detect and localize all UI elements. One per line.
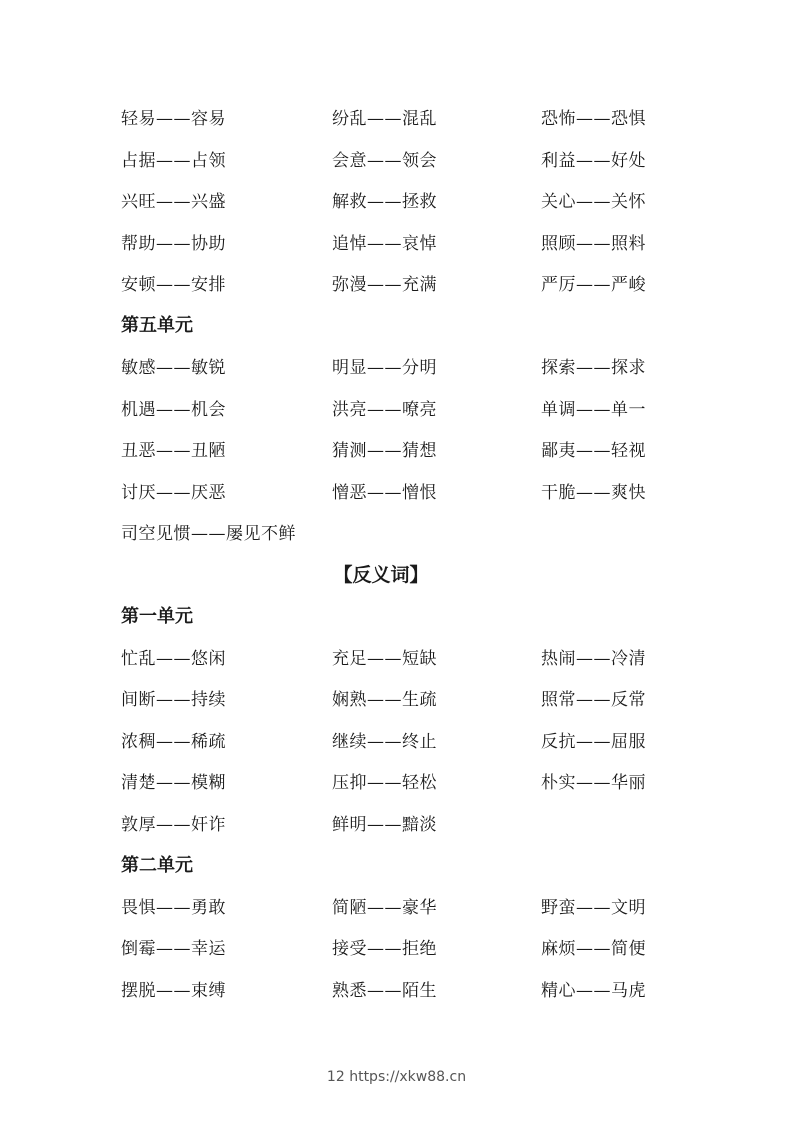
word-pair: 摆脱——束缚 [121, 980, 226, 1001]
word-pair: 弥漫——充满 [332, 275, 437, 296]
word-pair: 继续——终止 [332, 731, 437, 752]
word-pair: 鄙夷——轻视 [541, 441, 646, 462]
word-pair: 单调——单一 [541, 399, 646, 420]
word-pair: 畏惧——勇敢 [121, 897, 226, 918]
page-number: 12 [326, 1069, 345, 1085]
word-row [121, 262, 701, 304]
word-pair: 明显——分明 [332, 358, 437, 379]
footer-url[interactable]: https://xkw88.cn [349, 1069, 467, 1085]
word-row [121, 719, 701, 761]
unit-heading: 第一单元 [121, 605, 193, 627]
word-pair: 解救——拯救 [332, 192, 437, 213]
word-pair: 干脆——爽快 [541, 482, 646, 503]
word-row [121, 470, 701, 512]
word-pair: 熟悉——陌生 [332, 980, 437, 1001]
word-pair: 轻易——容易 [121, 109, 226, 130]
section-title-antonyms: 【反义词】 [333, 563, 429, 586]
word-pair: 关心——关怀 [541, 192, 646, 213]
word-pair: 讨厌——厌恶 [121, 482, 226, 503]
word-pair: 敏感——敏锐 [121, 358, 226, 379]
word-pair: 敦厚——奸诈 [121, 814, 226, 835]
word-pair: 忙乱——悠闲 [121, 648, 226, 669]
word-pair: 洪亮——嘹亮 [332, 399, 437, 420]
word-pair: 精心——马虎 [541, 980, 646, 1001]
word-pair: 鲜明——黯淡 [332, 814, 437, 835]
word-pair: 充足——短缺 [332, 648, 437, 669]
word-pair: 追悼——哀悼 [332, 233, 437, 254]
page-footer [0, 1069, 793, 1085]
word-pair: 朴实——华丽 [541, 773, 646, 794]
unit-heading: 第五单元 [121, 315, 193, 337]
word-pair: 清楚——模糊 [121, 773, 226, 794]
word-pair: 机遇——机会 [121, 399, 226, 420]
word-pair: 简陋——豪华 [332, 897, 437, 918]
word-pair: 纷乱——混乱 [332, 109, 437, 130]
word-pair: 猜测——猜想 [332, 441, 437, 462]
word-pair: 会意——领会 [332, 150, 437, 171]
word-pair: 利益——好处 [541, 150, 646, 171]
word-pair: 帮助——协助 [121, 233, 226, 254]
word-row [121, 760, 701, 802]
word-row [121, 885, 701, 927]
word-pair: 兴旺——兴盛 [121, 192, 226, 213]
word-pair: 严厉——严峻 [541, 275, 646, 296]
idiom-pair: 司空见惯——屡见不鲜 [121, 524, 296, 545]
word-pair: 憎恶——憎恨 [332, 482, 437, 503]
word-pair: 野蛮——文明 [541, 897, 646, 918]
word-pair: 反抗——屈服 [541, 731, 646, 752]
word-row [121, 677, 701, 719]
word-pair: 接受——拒绝 [332, 939, 437, 960]
word-row [121, 511, 701, 553]
unit-heading: 第二单元 [121, 854, 193, 876]
word-pair: 占据——占领 [121, 150, 226, 171]
word-pair: 浓稠——稀疏 [121, 731, 226, 752]
word-pair: 间断——持续 [121, 690, 226, 711]
word-pair: 恐怖——恐惧 [541, 109, 646, 130]
word-row [121, 138, 701, 180]
word-list [121, 96, 701, 1009]
word-pair: 热闹——冷清 [541, 648, 646, 669]
word-pair: 麻烦——简便 [541, 939, 646, 960]
word-row [121, 179, 701, 221]
word-row [121, 968, 701, 1010]
word-pair: 安顿——安排 [121, 275, 226, 296]
word-row [121, 926, 701, 968]
word-row [121, 96, 701, 138]
word-pair: 照常——反常 [541, 690, 646, 711]
word-row [121, 221, 701, 263]
word-pair: 倒霉——幸运 [121, 939, 226, 960]
word-pair: 探索——探求 [541, 358, 646, 379]
word-pair: 丑恶——丑陋 [121, 441, 226, 462]
word-row [121, 802, 701, 844]
word-row [121, 345, 701, 387]
word-row [121, 387, 701, 429]
word-row [121, 636, 701, 678]
word-pair: 照顾——照料 [541, 233, 646, 254]
word-pair: 压抑——轻松 [332, 773, 437, 794]
word-row [121, 428, 701, 470]
word-pair: 娴熟——生疏 [332, 690, 437, 711]
